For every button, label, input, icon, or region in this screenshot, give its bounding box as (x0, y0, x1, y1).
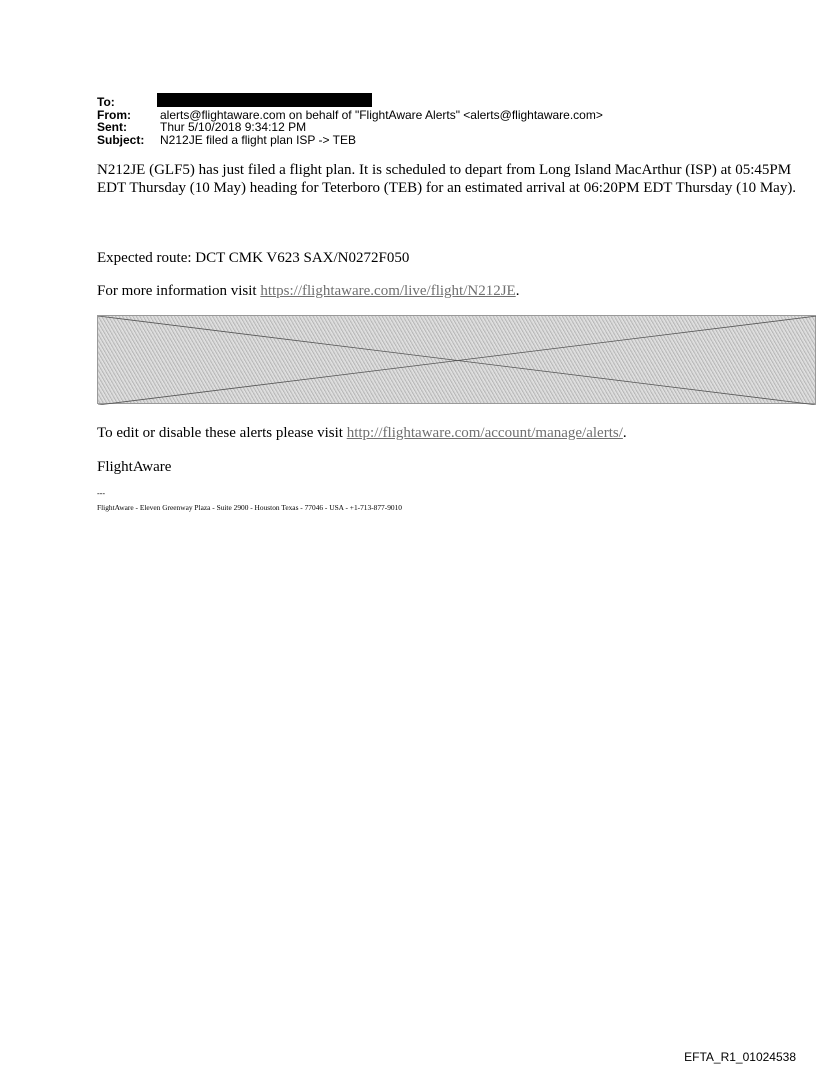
edit-prefix: To edit or disable these alerts please visit (97, 425, 347, 441)
signature: FlightAware (97, 459, 172, 475)
to-row (97, 96, 603, 109)
flight-link[interactable]: https://flightaware.com/live/flight/N212JE (260, 283, 516, 299)
email-header (97, 96, 603, 146)
missing-image-placeholder (97, 315, 816, 404)
sent-label: Sent: (97, 120, 127, 134)
subject-label: Subject: (97, 132, 145, 147)
footer-address: FlightAware - Eleven Greenway Plaza - Suite 2900 - Houston Texas - 77046 - USA - +1-713-877-9010 (97, 503, 402, 512)
flight-plan-paragraph: N212JE (GLF5) has just filed a flight plan. It is scheduled to depart from Long Island MacArthur (ISP) at 05:45PM EDT Thursday (10 May) heading for Teterboro (TEB) for an estimated arrival at 06:20PM EDT Thursday (10 May). (97, 162, 797, 196)
manage-alerts-link[interactable]: http://flightaware.com/account/manage/alerts/ (346, 425, 623, 441)
to-label: To: (97, 95, 115, 109)
more-info-suffix: . (515, 283, 520, 299)
sent-value: Thur 5/10/2018 9:34:12 PM (160, 120, 307, 134)
broken-image-icon (98, 316, 816, 405)
more-info-prefix: For more information visit (97, 283, 261, 299)
expected-route: Expected route: DCT CMK V623 SAX/N0272F050 (97, 250, 410, 266)
from-value: alerts@flightaware.com on behalf of "FlightAware Alerts" <alerts@flightaware.com> (160, 107, 603, 122)
subject-value: N212JE filed a flight plan ISP -> TEB (160, 132, 357, 147)
footer-separator: --- (97, 489, 105, 498)
edit-alerts-line (97, 424, 797, 442)
more-info-line (97, 282, 797, 300)
document-id: EFTA_R1_01024538 (684, 1050, 796, 1064)
from-label: From: (97, 107, 131, 122)
subject-row (97, 134, 603, 147)
redacted-recipient (157, 93, 372, 107)
edit-suffix: . (622, 425, 627, 441)
sent-row (97, 121, 603, 134)
